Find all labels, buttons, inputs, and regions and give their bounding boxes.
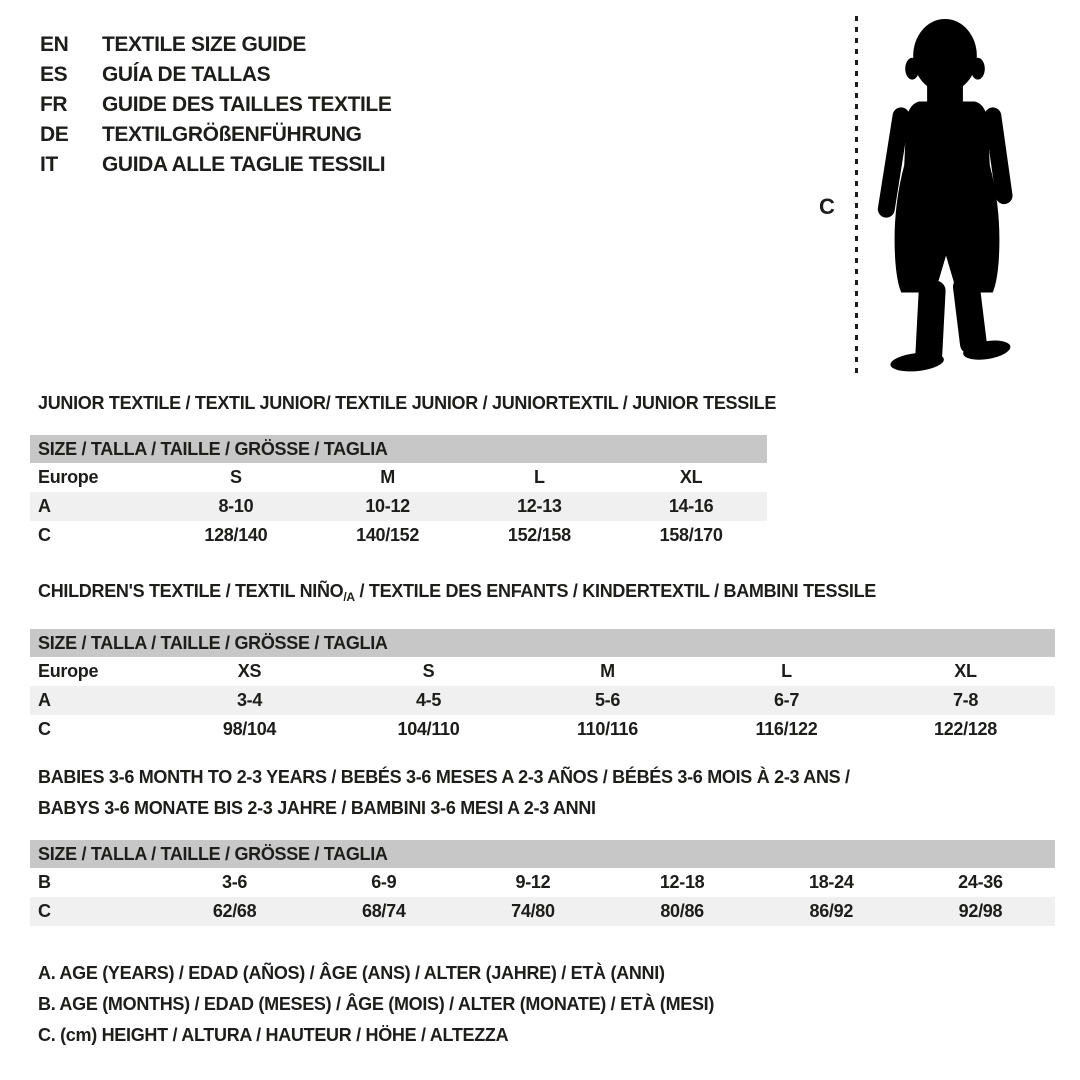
row-label: Europe <box>38 661 99 681</box>
size-cell: 152/158 <box>507 525 571 545</box>
section-title-text: BABIES 3-6 MONTH TO 2-3 YEARS / BEBÉS 3-6 MESES A 2-3 AÑOS / BÉBÉS 3-6 MOIS À 2-3 ANS / <box>38 767 850 787</box>
size-cell: 7-8 <box>952 690 979 710</box>
language-title: GUÍA DE TALLAS <box>102 63 271 86</box>
size-table <box>30 840 1055 926</box>
size-cell: XL <box>954 661 977 681</box>
table-row <box>30 521 767 550</box>
size-cell: L <box>781 661 792 681</box>
size-cell: XL <box>679 467 703 487</box>
size-cell: M <box>380 467 395 487</box>
table-row <box>30 715 1055 744</box>
size-cell: 80/86 <box>660 901 704 921</box>
size-cell: 62/68 <box>212 901 257 921</box>
language-code: EN <box>40 33 69 56</box>
size-cell: 116/122 <box>755 719 818 739</box>
height-label: C <box>819 194 835 219</box>
row-label: C <box>38 525 51 545</box>
language-title-list <box>40 30 391 180</box>
size-cell: 5-6 <box>594 690 621 710</box>
table-row <box>30 686 1055 715</box>
size-cell: 6-9 <box>371 872 397 892</box>
size-cell: 24-36 <box>958 872 1003 892</box>
size-cell: 12-13 <box>517 496 562 516</box>
row-label: B <box>38 872 51 892</box>
size-cell: M <box>600 661 615 681</box>
size-table-header: SIZE / TALLA / TAILLE / GRÖSSE / TAGLIA <box>30 840 1055 868</box>
language-title: GUIDE DES TAILLES TEXTILE <box>102 93 392 116</box>
language-row <box>40 120 391 150</box>
table-row <box>30 492 767 521</box>
toddler-figure <box>815 10 1065 382</box>
toddler-silhouette-icon <box>867 14 1027 372</box>
row-label: Europe <box>38 467 99 487</box>
table-row <box>30 657 1055 686</box>
size-cell: 86/92 <box>809 901 854 921</box>
size-table-header: SIZE / TALLA / TAILLE / GRÖSSE / TAGLIA <box>30 629 1055 657</box>
language-row <box>40 90 391 120</box>
size-cell: 9-12 <box>515 872 551 892</box>
section-title-line <box>38 388 776 419</box>
size-cell: XS <box>237 661 262 681</box>
section-title <box>38 576 1055 613</box>
size-table <box>30 629 1055 744</box>
section-title-text: CHILDREN'S TEXTILE / TEXTIL NIÑO <box>38 581 344 601</box>
size-cell: S <box>422 661 435 681</box>
size-cell: 6-7 <box>773 690 800 710</box>
language-row <box>40 60 391 90</box>
size-cell: 18-24 <box>809 872 854 892</box>
row-label: A <box>38 496 51 516</box>
table-row <box>30 897 1055 926</box>
size-cell: 4-5 <box>415 690 442 710</box>
size-cell: 110/116 <box>577 719 638 739</box>
row-label: C <box>38 901 51 921</box>
size-cell: 92/98 <box>958 901 1003 921</box>
size-cell: 74/80 <box>511 901 555 921</box>
section-title-text: BABYS 3-6 MONATE BIS 2-3 JAHRE / BAMBINI 3-6 MESI A 2-3 ANNI <box>38 798 596 818</box>
size-cell: 10-12 <box>365 496 410 516</box>
section-title-line <box>38 576 1055 613</box>
size-cell: 14-16 <box>668 496 714 516</box>
size-table-header: SIZE / TALLA / TAILLE / GRÖSSE / TAGLIA <box>30 435 767 463</box>
section-title-line <box>38 762 1055 793</box>
section-title <box>38 388 776 419</box>
language-title: TEXTILGRÖßENFÜHRUNG <box>102 123 362 146</box>
size-section <box>30 388 776 550</box>
size-cell: 3-6 <box>222 872 248 892</box>
size-cell: 98/104 <box>222 719 277 739</box>
legend-line: A. AGE (YEARS) / EDAD (AÑOS) / ÂGE (ANS) / ALTER (JAHRE) / ETÀ (ANNI) <box>38 963 665 983</box>
section-title-line <box>38 793 1055 824</box>
size-cell: 68/74 <box>361 901 406 921</box>
table-row <box>30 463 767 492</box>
size-cell: S <box>230 467 242 487</box>
language-code: DE <box>40 123 69 146</box>
language-title: GUIDA ALLE TAGLIE TESSILI <box>102 153 386 176</box>
size-cell: 122/128 <box>934 719 997 739</box>
language-code: ES <box>40 63 68 86</box>
section-title <box>38 762 1055 824</box>
language-row <box>40 150 391 180</box>
size-cell: 140/152 <box>356 525 420 545</box>
table-row <box>30 868 1055 897</box>
size-cell: 8-10 <box>218 496 254 516</box>
language-code: IT <box>40 153 58 176</box>
language-code: FR <box>40 93 68 116</box>
size-section <box>30 576 1055 744</box>
size-cell: 128/140 <box>204 525 268 545</box>
size-table <box>30 435 767 550</box>
language-row <box>40 30 391 60</box>
section-title-text: /A <box>343 590 355 604</box>
size-cell: 12-18 <box>659 872 705 892</box>
size-section <box>30 762 1055 926</box>
row-label: A <box>38 690 51 710</box>
legend-line: B. AGE (MONTHS) / EDAD (MESES) / ÂGE (MOIS) / ALTER (MONATE) / ETÀ (MESI) <box>38 994 715 1014</box>
language-title: TEXTILE SIZE GUIDE <box>102 33 306 56</box>
size-cell: 3-4 <box>236 690 263 710</box>
legend <box>38 958 714 1051</box>
size-cell: 104/110 <box>397 719 460 739</box>
section-title-text: / TEXTILE DES ENFANTS / KINDERTEXTIL / BAMBINI TESSILE <box>354 581 876 601</box>
row-label: C <box>38 719 51 739</box>
size-cell: 158/170 <box>659 525 723 545</box>
legend-line: C. (cm) HEIGHT / ALTURA / HAUTEUR / HÖHE / ALTEZZA <box>38 1025 509 1045</box>
size-cell: L <box>534 467 545 487</box>
height-measure-line <box>855 16 858 374</box>
section-title-text: JUNIOR TEXTILE / TEXTIL JUNIOR/ TEXTILE JUNIOR / JUNIORTEXTIL / JUNIOR TESSILE <box>38 393 777 413</box>
